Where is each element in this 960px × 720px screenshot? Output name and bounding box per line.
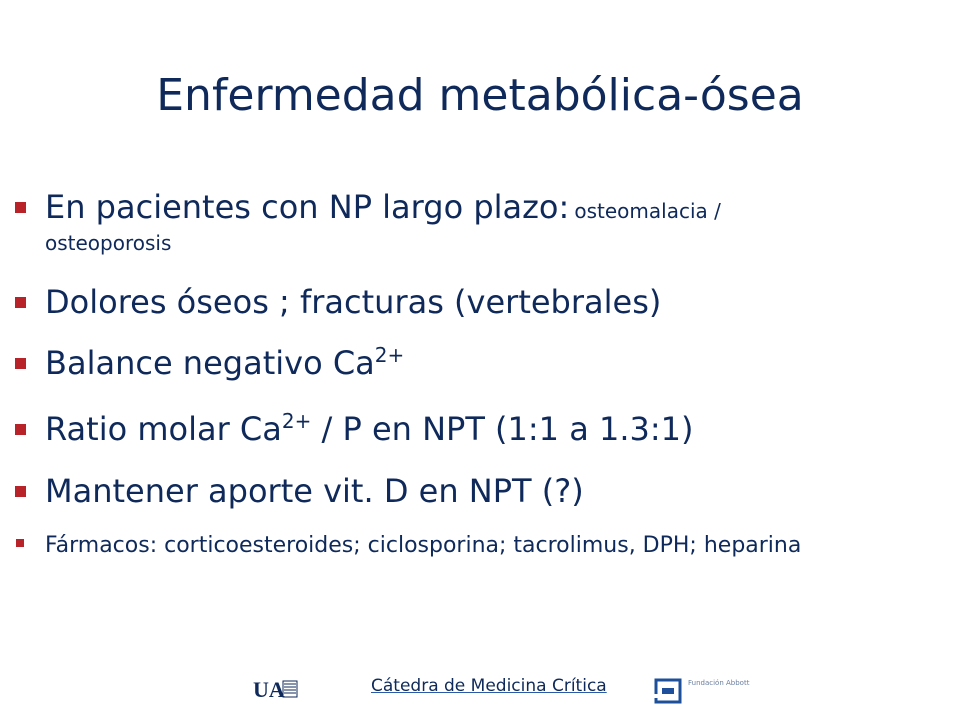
bullet-text (45, 188, 925, 255)
superscript-charge: 2+ (281, 409, 312, 433)
uam-logo-icon (253, 676, 301, 702)
svg-text:UA: UA (253, 677, 285, 702)
footer-chair-text: Cátedra de Medicina Crítica (371, 676, 607, 696)
bullet-detail-continuation: osteoporosis (45, 231, 172, 255)
bullet-text: Mantener aporte vit. D en NPT (?) (45, 472, 584, 510)
bullet-text (45, 410, 925, 448)
bullet-text-main: Balance negativo Ca (45, 344, 375, 382)
bullet-text-after: / P en NPT (1:1 a 1.3:1) (311, 410, 694, 448)
sponsor-logo-text: Fundación Abbott (688, 679, 750, 687)
square-bullet-icon (15, 358, 26, 369)
bullet-text: Dolores óseos ; fracturas (vertebrales) (45, 283, 662, 321)
square-bullet-icon (16, 539, 24, 547)
square-bullet-icon (15, 202, 26, 213)
bullet-text (45, 344, 925, 382)
abbott-logo-icon (654, 676, 684, 708)
superscript-charge: 2+ (374, 343, 405, 367)
square-bullet-icon (15, 424, 26, 435)
bullet-main-text: En pacientes con NP largo plazo: (45, 188, 570, 226)
square-bullet-icon (15, 297, 26, 308)
slide-footer (0, 668, 960, 708)
slide-title: Enfermedad metabólica-ósea (156, 70, 804, 121)
bullet-detail-text: osteomalacia / (574, 199, 721, 223)
bullet-text: Fármacos: corticoesteroides; ciclosporina; tacrolimus, DPH; heparina (45, 533, 802, 558)
bullet-text-before: Ratio molar Ca (45, 410, 282, 448)
square-bullet-icon (15, 486, 26, 497)
